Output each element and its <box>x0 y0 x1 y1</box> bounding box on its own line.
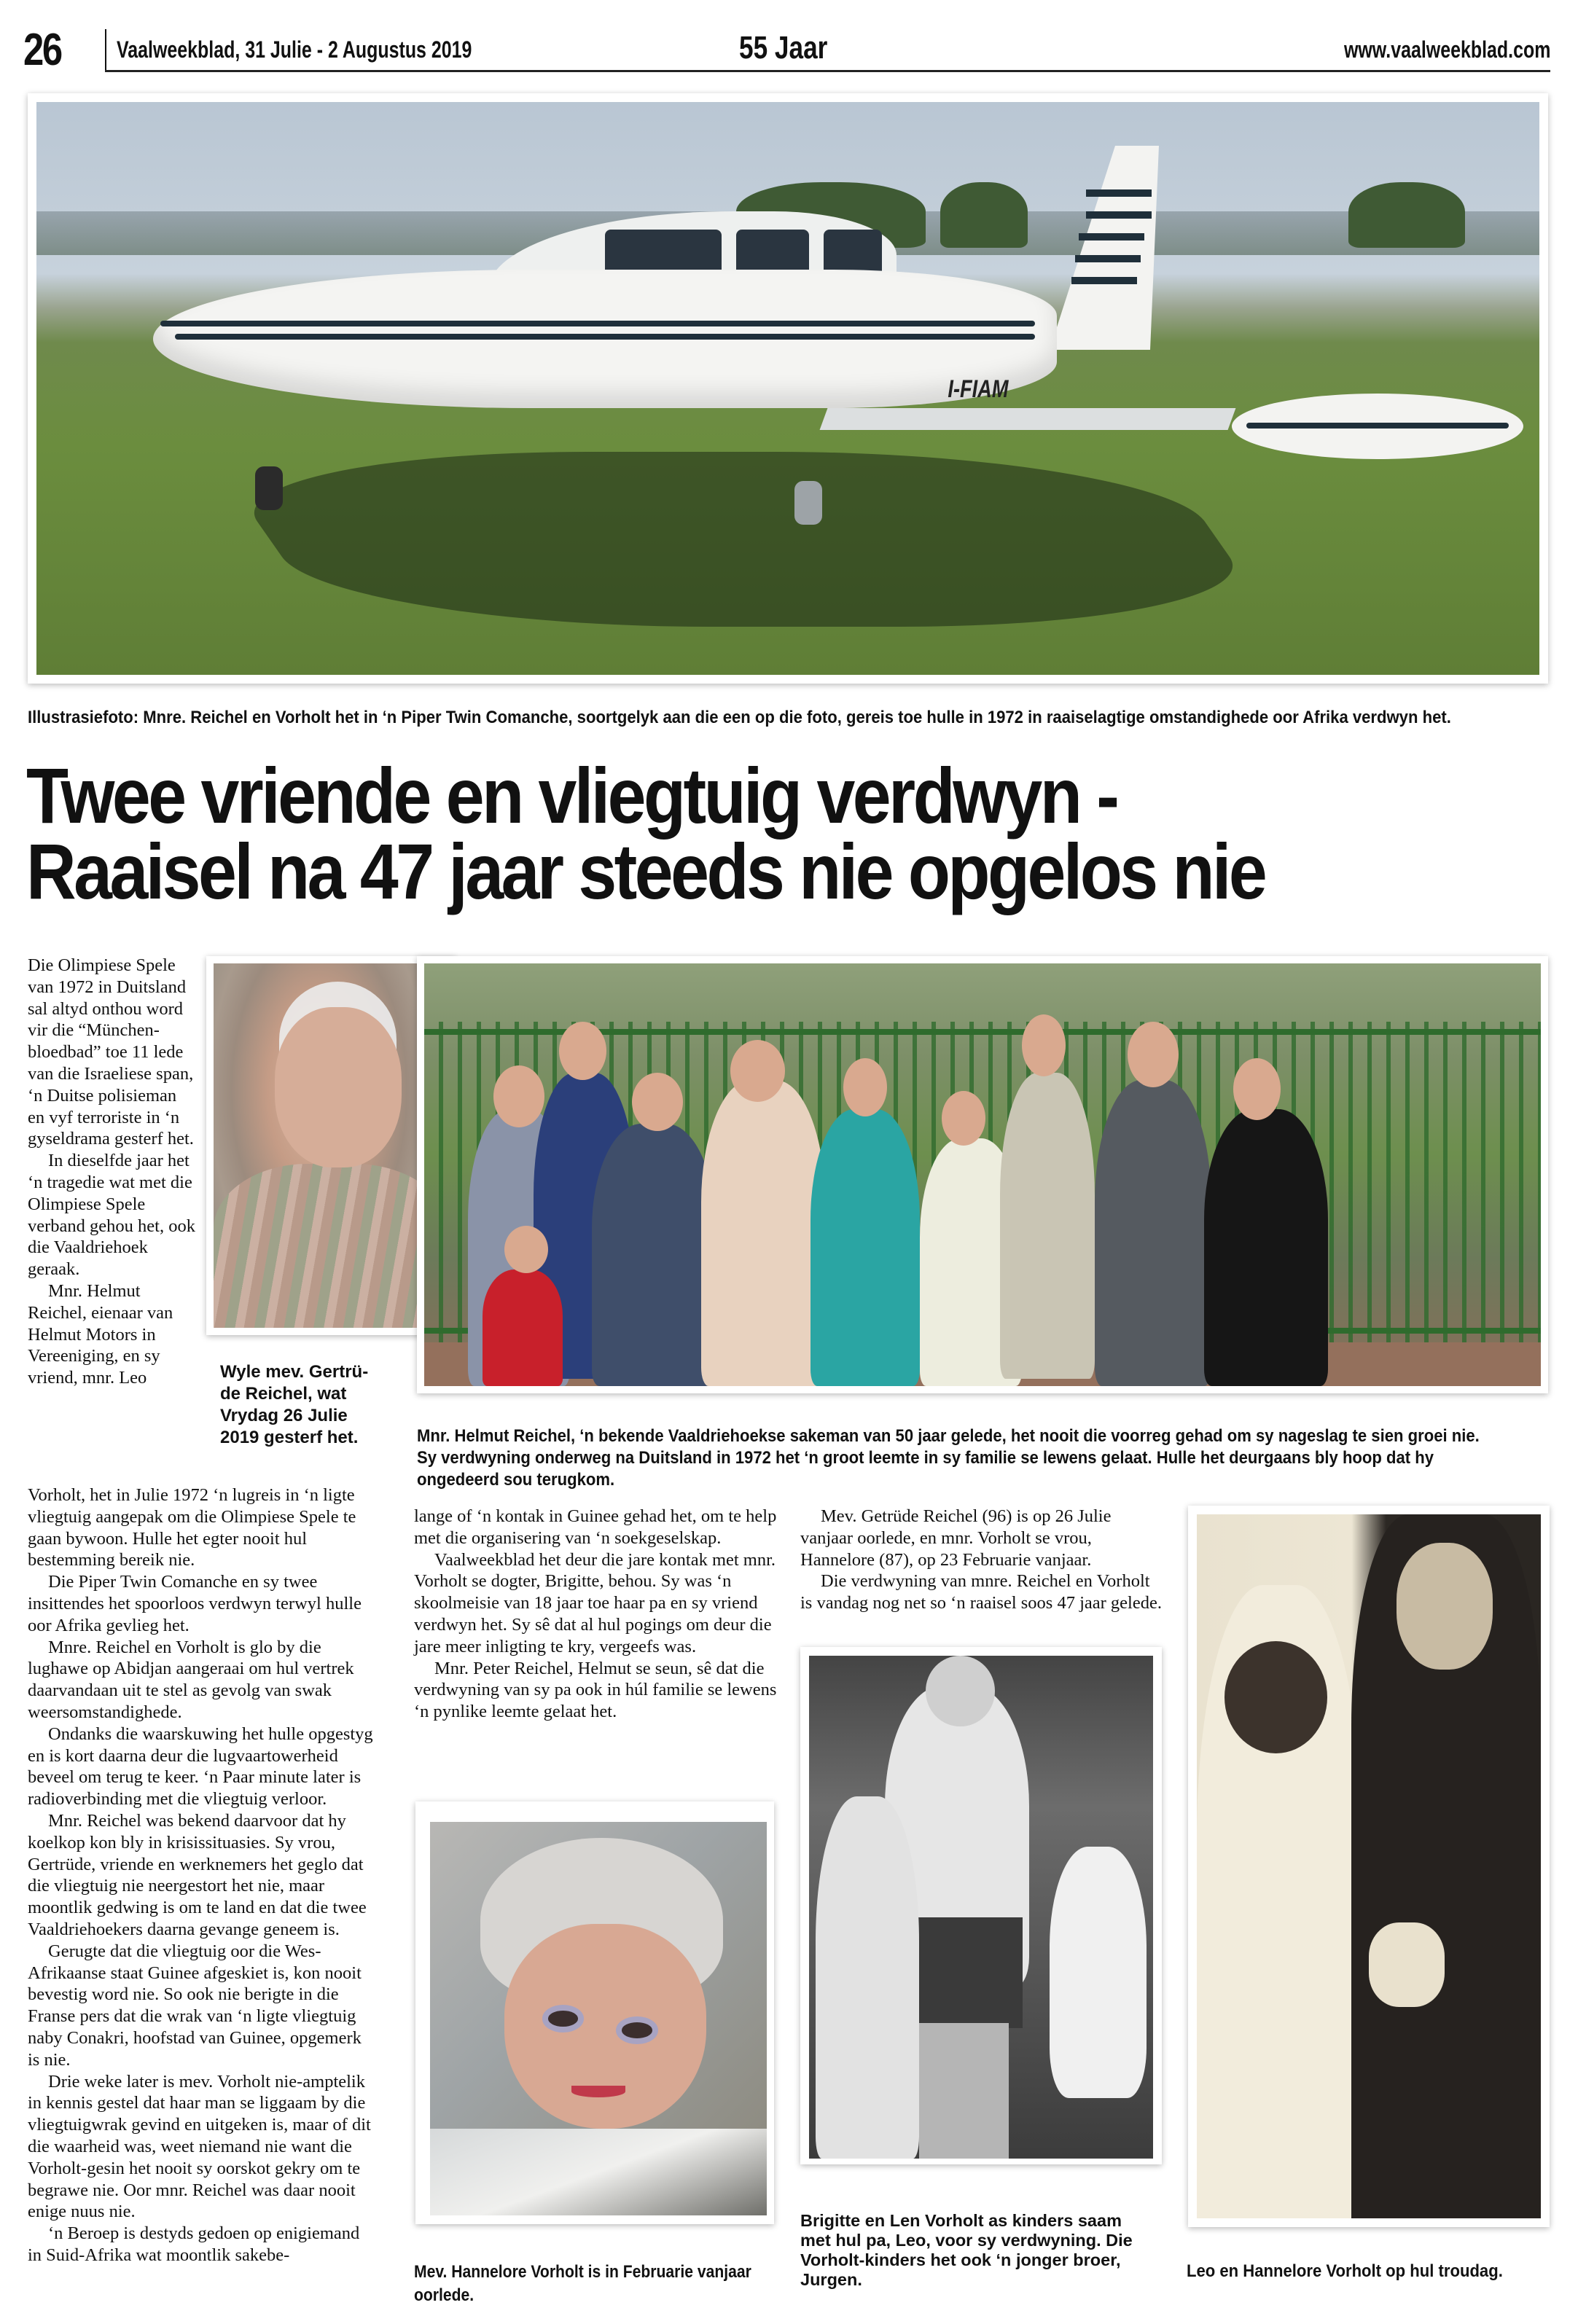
hannelore-photo-caption: Mev. Hannelore Vorholt is in Februarie vanjaar oorlede. <box>414 2262 751 2305</box>
gertrude-reichel-photo <box>214 963 448 1328</box>
paragraph: Mnr. Reichel was bekend daarvoor dat hy koelkop kon bly in krisissituasies. Sy vrou, Gertrüde, vriende en werknemers het geglo dat die vliegtuig nie neergestort het nie, maar moontlik gedwing is om te land en dat die twee Vaaldriehoekers daarna gevange geneem is. <box>28 1810 367 1939</box>
person <box>701 1080 825 1386</box>
family-photo-caption: Mnr. Helmut Reichel, ‘n bekende Vaaldriehoekse sakeman van 50 jaar gelede, het nooit die voorreg gehad om sy nageslag te sien groei nie. Sy verdwyning onderweg na Duitsland in 1972 het ‘n groot leemte in sy familie se lewens gelaat. Hulle het deurgaans bly hoop dat hy ongedeerd sou terugkom. <box>417 1426 1480 1490</box>
shirt <box>214 1164 448 1328</box>
paragraph: Gerugte dat die vliegtuig oor die Wes-Afrikaanse staat Guinee afgeskiet is, kon nooit bevestig word nie. So ook nie berigte in die Franse pers dat die wrak van ‘n ligte vliegtuig naby Conakri, hoofstad van Guinee, opgemerk is nie. <box>28 1941 362 2070</box>
wedding-photo-frame <box>1188 1506 1550 2227</box>
plane-registration: I-FIAM <box>948 375 1009 403</box>
vorholt-kids-photo <box>809 1656 1153 2159</box>
tip-stripe <box>1246 423 1509 429</box>
plane-wing <box>820 408 1236 430</box>
head <box>730 1040 785 1102</box>
gertrude-photo-caption: Wyle mev. Gertrü-de Reichel, wat Vrydag 26 Julie 2019 gesterf het. <box>220 1362 369 1447</box>
scarf <box>430 2129 767 2215</box>
plane-photo <box>36 102 1539 675</box>
plane-photo-caption: Illustrasiefoto: Mnre. Reichel en Vorholt het in ‘n Piper Twin Comanche, soortgelyk aan die een op die foto, gereis toe hulle in 1972 in raaiselagtige omstandighede oor Afrika verdwyn het. <box>28 708 1451 727</box>
hannelore-photo-frame <box>415 1801 774 2224</box>
paragraph: lange of ‘n kontak in Guinee gehad het, om te help met die organisering van ‘n soekgeselskap. <box>414 1506 777 1548</box>
eye <box>548 2011 579 2027</box>
article-column-1-narrow <box>28 955 197 1389</box>
article-column-1-wide <box>28 1484 378 2266</box>
head <box>559 1022 606 1080</box>
tail-stripe <box>1071 277 1137 284</box>
eye <box>622 2022 652 2038</box>
section-title: 55 Jaar <box>739 30 828 66</box>
masthead-divider <box>105 29 106 71</box>
kids-photo-frame <box>800 1647 1162 2164</box>
fuselage-stripe <box>175 334 1035 340</box>
tail-stripe <box>1086 211 1152 219</box>
paragraph: Mnre. Reichel en Vorholt is glo by die lughawe op Abidjan aangeraai om hul vertrek daarvandaan uit te stel as gevolg van swak weersomstandighede. <box>28 1637 354 1722</box>
face <box>504 1924 706 2129</box>
person <box>1204 1109 1328 1386</box>
paragraph: Vaalweekblad het deur die jare kontak met mnr. Vorholt se dogter, Brigitte, behou. Sy was ‘n skoolmeisie van 18 jaar toe haar pa en sy vriend verdwyn het. Sy sê dat al hul pogings om deur die jare meer inligting te kry, vergeefs was. <box>414 1549 776 1656</box>
head <box>632 1073 683 1131</box>
landing-gear <box>255 466 283 510</box>
person <box>592 1124 716 1386</box>
page-number: 26 <box>23 25 61 75</box>
headline-line-1: Twee vriende en vliegtuig verdwyn - <box>26 751 1117 840</box>
wedding-photo <box>1197 1514 1541 2218</box>
bride-hair <box>1224 1641 1328 1754</box>
paragraph: Drie weke later is mev. Vorholt nie-amptelik in kennis gestel dat haar man se liggaam by die vliegtuigwrak gevind en uitgeken is, maar of dit die waarheid was, weet niemand nie want die Vorholt-gesin het nooit sy oorskot gekry om te begrawe nie. Oor mnr. Reichel was daar nooit enige nuus nie. <box>28 2071 371 2222</box>
paragraph: Ondanks die waarskuwing het hulle opgestyg en is kort daarna deur die lugvaartowerheid beveel om terug te keer. ‘n Paar minute later is radioverbinding met die vliegtuig verloor. <box>28 1724 373 1809</box>
landing-gear <box>794 481 822 525</box>
paragraph: Mnr. Peter Reichel, Helmut se seun, sê dat die verdwyning van sy pa ook in húl familie se lewens ‘n pynlike leemte gelaat het. <box>414 1658 777 1722</box>
head <box>493 1065 544 1127</box>
hannelore-vorholt-photo <box>430 1822 767 2215</box>
website-url: www.vaalweekblad.com <box>1343 36 1550 63</box>
plane-photo-frame <box>28 93 1548 684</box>
family-group-photo <box>424 963 1541 1386</box>
mouth <box>571 2086 625 2097</box>
head <box>942 1091 985 1146</box>
boy <box>816 1796 919 2159</box>
person <box>1095 1080 1211 1386</box>
paragraph: Die verdwyning van mnre. Reichel en Vorholt is vandag nog net so ‘n raaisel soos 47 jaar gelede. <box>800 1571 1162 1613</box>
head <box>1022 1014 1066 1076</box>
paragraph: Die Olimpiese Spele van 1972 in Duitsland sal altyd onthou word vir die “München-bloedbad” toe 11 lede van die Israeliese span, ‘n Duitse polisieman en vyf terroriste in ‘n gyseldrama gesterf het. <box>28 955 194 1149</box>
paragraph: Vorholt, het in Julie 1972 ‘n lugreis in ‘n ligte vliegtuig aangepak om die Olimpiese Spele te gaan bywoon. Hulle het egter nooit hul bestemming bereik nie. <box>28 1485 356 1570</box>
tree-line <box>940 182 1028 248</box>
kids-photo-caption: Brigitte en Len Vorholt as kinders saam met hul pa, Leo, voor sy verdwyning. Die Vorholt-kinders het ook ‘n jonger broer, Jurgen. <box>800 2211 1133 2289</box>
paragraph: Die Piper Twin Comanche en sy twee insittendes het spoorloos verdwyn terwyl hulle oor Afrika gevlieg het. <box>28 1572 362 1635</box>
tail-stripe <box>1075 255 1141 262</box>
tail-stripe <box>1079 233 1144 240</box>
wedding-photo-caption: Leo en Hannelore Vorholt op hul troudag. <box>1187 2261 1503 2281</box>
paragraph: ‘n Beroep is destyds gedoen op enigiemand in Suid-Afrika wat moontlik sakebe- <box>28 2223 360 2265</box>
article-headline <box>26 751 1373 915</box>
tree-line <box>1348 182 1465 248</box>
head <box>1233 1058 1281 1120</box>
plane-shadow <box>208 452 1278 627</box>
paragraph: Mnr. Helmut Reichel, eienaar van Helmut Motors in Vereeniging, en sy vriend, mnr. Leo <box>28 1280 173 1388</box>
paragraph: Mev. Getrüde Reichel (96) is op 26 Julie vanjaar oorlede, en mnr. Vorholt se vrou, Hannelore (87), op 23 Februarie vanjaar. <box>800 1506 1112 1570</box>
article-column-3 <box>800 1506 1165 1614</box>
person <box>483 1269 563 1386</box>
shorts <box>905 1917 1022 2028</box>
hands <box>1369 1922 1445 2007</box>
groom-face <box>1397 1543 1493 1670</box>
face <box>275 1007 402 1167</box>
paragraph: In dieselfde jaar het ‘n tragedie wat met die Olimpiese Spele verband gehou het, ook die Vaaldriehoek geraak. <box>28 1151 195 1280</box>
head <box>1128 1022 1179 1087</box>
publication-date: Vaalweekblad, 31 Julie - 2 Augustus 2019 <box>117 36 472 63</box>
person <box>1000 1073 1095 1379</box>
head <box>843 1058 887 1116</box>
article-column-2 <box>414 1506 778 1723</box>
head <box>926 1656 994 1726</box>
masthead-rule <box>105 70 1550 72</box>
family-photo-frame <box>417 956 1548 1393</box>
person <box>811 1109 920 1386</box>
tail-stripe <box>1086 189 1152 197</box>
girl <box>1050 1847 1146 2098</box>
legs <box>919 2023 1009 2159</box>
fuselage-stripe <box>160 321 1035 326</box>
headline-line-2: Raaisel na 47 jaar steeds nie opgelos nie <box>26 827 1265 915</box>
head <box>504 1226 548 1273</box>
